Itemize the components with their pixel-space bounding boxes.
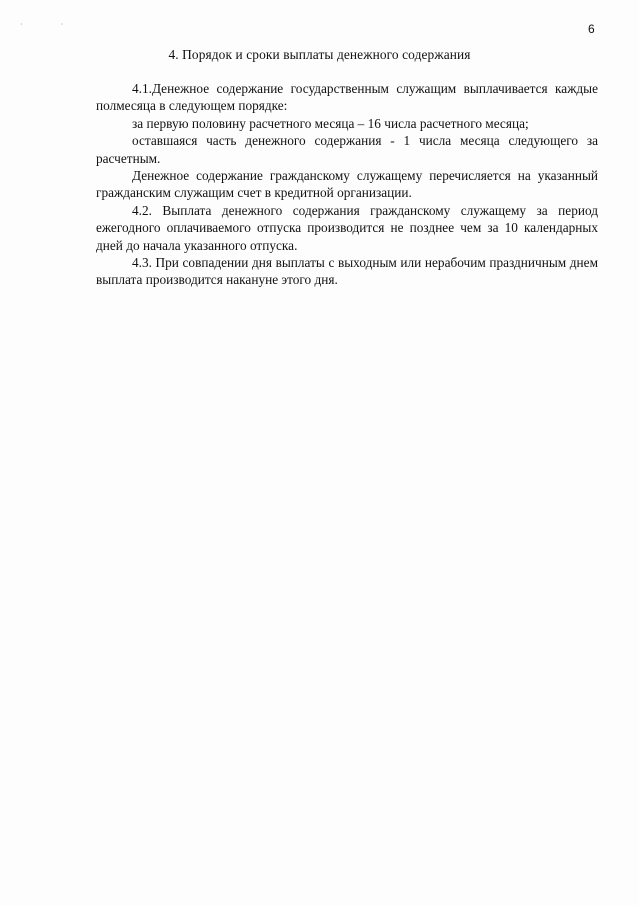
- paragraph-remaining-part: оставшаяся часть денежного содержания - 1 числа месяца следующего за расчетным.: [96, 133, 598, 166]
- page-number: 6: [588, 22, 595, 36]
- document-body: [96, 80, 598, 289]
- section-title: 4. Порядок и сроки выплаты денежного содержания: [168, 47, 471, 62]
- paragraph-4-2: 4.2. Выплата денежного содержания гражданскому служащему за период ежегодного оплачиваемого отпуска производится не позднее чем за 10 календарных дней до начала указанного отпуска.: [96, 202, 598, 253]
- scan-specks-decoration: · ·: [20, 20, 82, 29]
- paragraph-4-1: 4.1.Денежное содержание государственным служащим выплачивается каждые полмесяца в следующем порядке:: [96, 81, 598, 114]
- paragraph-4-3: 4.3. При совпадении дня выплаты с выходным или нерабочим праздничным днем выплата производится накануне этого дня.: [96, 255, 598, 288]
- paragraph-first-half: за первую половину расчетного месяца – 16 числа расчетного месяца;: [132, 115, 529, 131]
- paragraph-transfer: Денежное содержание гражданскому служащему перечисляется на указанный гражданским служащим счет в кредитной организации.: [96, 168, 598, 201]
